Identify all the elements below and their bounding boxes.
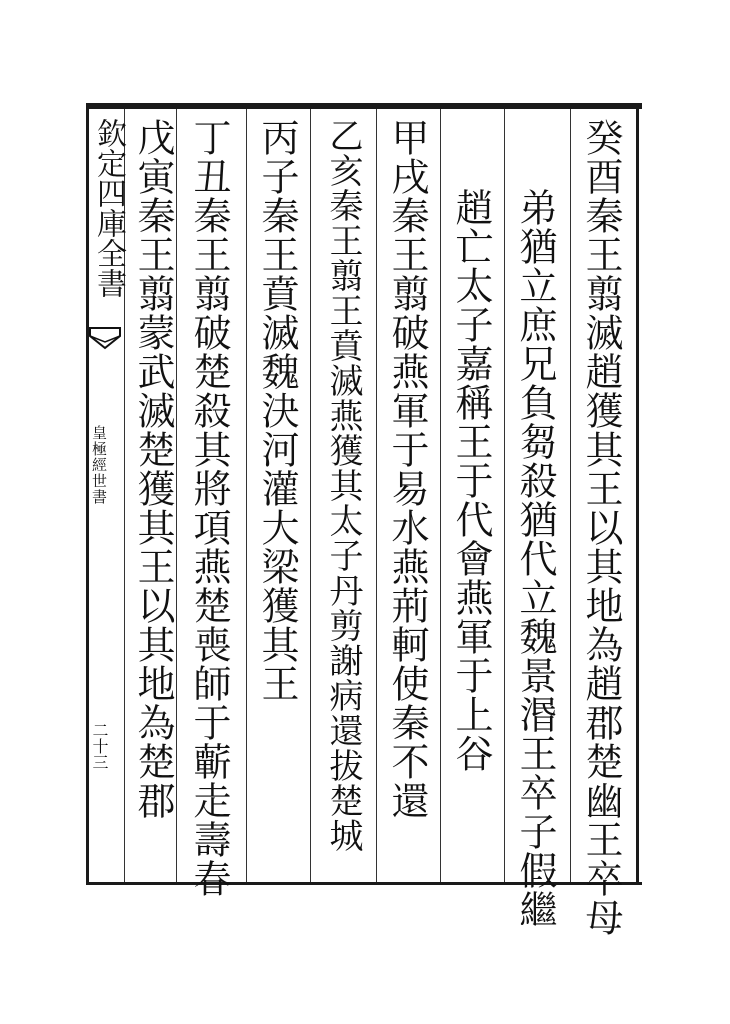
margin-library-title: 欽定四庫全書: [91, 118, 126, 298]
column-divider: [440, 109, 441, 882]
fishtail-ornament-icon: [88, 326, 122, 350]
text-column-8: 戊寅秦王翦蒙武滅楚獲其王以其地為楚郡: [131, 118, 175, 820]
column-divider: [246, 109, 247, 882]
margin-page-number: 二十三: [90, 722, 109, 770]
text-column-7: 丁丑秦王翦破楚殺其將項燕楚喪師于蘄走壽春: [187, 118, 231, 898]
frame-right-rule: [636, 103, 639, 885]
text-column-2: 弟猶立庶兄負芻殺猶代立魏景湣王卒子假繼: [513, 188, 557, 929]
text-column-5: 乙亥秦王翦王賁滅燕獲其太子丹剪謝病還拔楚城: [323, 118, 363, 853]
column-divider: [504, 109, 505, 882]
text-column-4: 甲戌秦王翦破燕軍于易水燕荊軻使秦不還: [385, 118, 429, 820]
margin-book-title: 皇極經世書: [90, 425, 108, 505]
frame-bottom-rule: [86, 882, 642, 885]
column-divider: [376, 109, 377, 882]
column-divider: [570, 109, 571, 882]
frame-left-rule: [86, 103, 89, 885]
column-divider: [176, 109, 177, 882]
text-column-3: 趙亡太子嘉稱王于代會燕軍于上谷: [449, 188, 493, 773]
text-column-6: 丙子秦王賁滅魏決河灌大梁獲其王: [255, 118, 299, 703]
frame-top-rule: [86, 103, 642, 109]
column-divider: [310, 109, 311, 882]
text-column-1: 癸酉秦王翦滅趙獲其王以其地為趙郡楚幽王卒母: [579, 118, 623, 937]
